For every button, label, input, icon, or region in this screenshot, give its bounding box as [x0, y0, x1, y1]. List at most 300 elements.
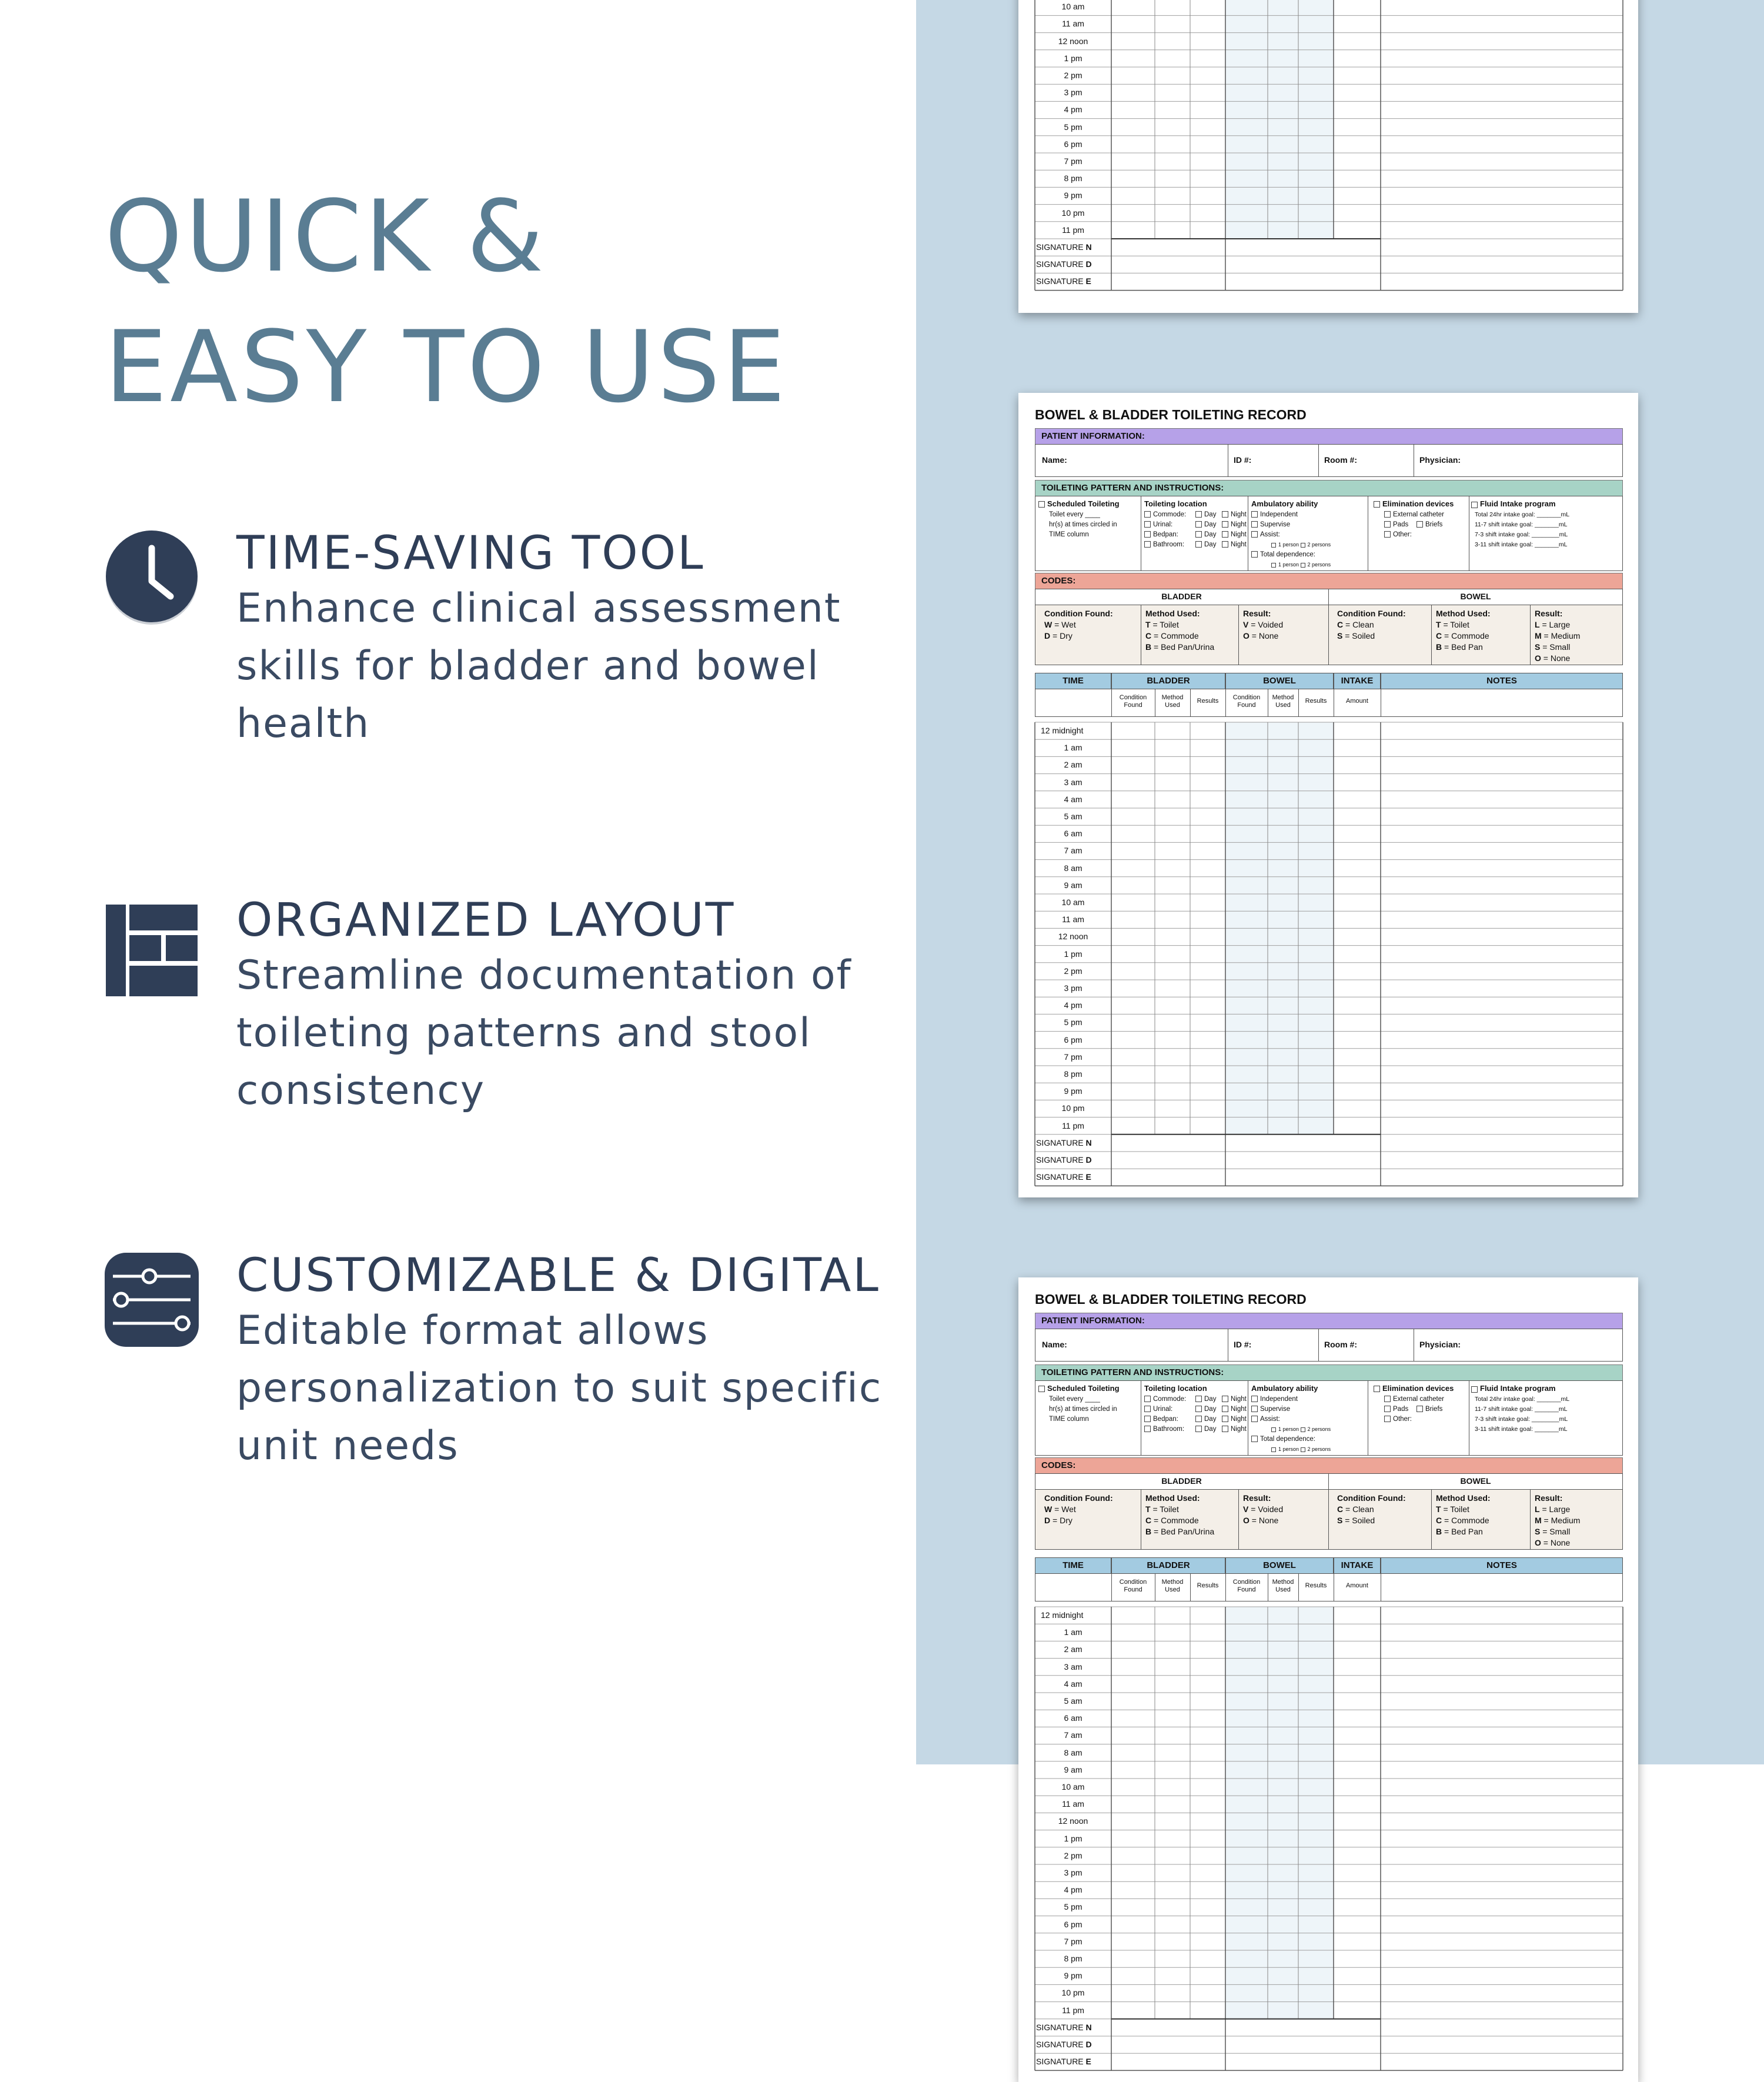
- headline-line-1: QUICK &: [105, 179, 547, 294]
- time-label: 6 am: [1064, 829, 1083, 839]
- time-label: 11 am: [1062, 915, 1084, 925]
- patient-field-label: Room #:: [1324, 1340, 1357, 1349]
- time-label: 12 midnight: [1041, 1610, 1084, 1620]
- code-meaning: = Toilet: [1150, 1504, 1179, 1514]
- code-meaning: = Clean: [1343, 1504, 1374, 1514]
- location-row: Bathroom:: [1153, 541, 1185, 548]
- pattern-band: TOILETING PATTERN AND INSTRUCTIONS:: [1035, 480, 1623, 496]
- code-key: D: [1044, 1516, 1051, 1525]
- signature-label: [1036, 2057, 1091, 2066]
- signature-shift: D: [1085, 1155, 1092, 1165]
- document-preview-panel: [916, 0, 1764, 2067]
- signature-text: SIGNATURE: [1036, 259, 1086, 269]
- feature-title-time-saving: TIME-SAVING TOOL: [236, 527, 705, 580]
- signature-shift: D: [1085, 259, 1092, 269]
- code-key: M: [1535, 631, 1542, 640]
- code-key: O: [1535, 1538, 1541, 1547]
- signature-label: [1036, 242, 1092, 252]
- code-title: Condition Found:: [1337, 609, 1406, 618]
- feature-title-customizable: CUSTOMIZABLE & DIGITAL: [236, 1249, 880, 1302]
- record-page-bottom: [1018, 1277, 1638, 2082]
- signature-text: SIGNATURE: [1036, 2022, 1086, 2032]
- code-meaning: = Clean: [1343, 620, 1374, 629]
- signature-shift: N: [1085, 242, 1092, 252]
- bladder-codes-label: BLADDER: [1161, 592, 1202, 601]
- sub-header: Results: [1197, 1582, 1219, 1589]
- fluid-item: Total 24hr intake goal: _______mL: [1475, 511, 1570, 518]
- time-label: 5 am: [1064, 812, 1083, 821]
- signature-label: [1036, 276, 1091, 286]
- scheduled-text: Toilet every ____: [1049, 1396, 1100, 1403]
- time-label: 8 pm: [1064, 1954, 1083, 1963]
- night-label: Night: [1231, 541, 1247, 548]
- bladder-codes-label: BLADDER: [1161, 1476, 1202, 1486]
- table-header-notes: NOTES: [1381, 673, 1623, 689]
- sub-header: Method Used: [1161, 1579, 1184, 1593]
- elimination-item: External catheter: [1393, 511, 1444, 518]
- code-key: V: [1243, 1504, 1249, 1514]
- patient-field-label: ID #:: [1234, 455, 1252, 465]
- patient-field-label: Physician:: [1419, 1340, 1461, 1349]
- codes-band: CODES:: [1035, 1457, 1623, 1474]
- signature-text: SIGNATURE: [1036, 2040, 1086, 2049]
- signature-text: SIGNATURE: [1036, 242, 1086, 252]
- feature-desc-time-saving: Enhance clinical assessment skills for bladder and bowel health: [236, 585, 841, 747]
- location-row: Commode:: [1153, 1396, 1187, 1403]
- record-page-full: [1018, 393, 1638, 1197]
- time-label: 7 am: [1064, 1730, 1083, 1740]
- code-key: C: [1337, 620, 1344, 629]
- patient-info-band: PATIENT INFORMATION:: [1035, 428, 1623, 445]
- sub-header: Condition Found: [1119, 1579, 1147, 1593]
- code-key: W: [1044, 1504, 1053, 1514]
- time-label: 8 am: [1064, 1747, 1083, 1757]
- day-label: Day: [1204, 1406, 1217, 1413]
- signature-label: [1036, 2023, 1092, 2032]
- patient-field-label: Name:: [1042, 455, 1067, 465]
- record-title: BOWEL & BLADDER TOILETING RECORD: [1035, 407, 1307, 422]
- time-label: 6 pm: [1064, 1035, 1083, 1045]
- time-label: 5 pm: [1064, 122, 1083, 132]
- time-label: 2 pm: [1064, 71, 1083, 80]
- scheduled-text: hr(s) at times circled in: [1049, 1406, 1117, 1413]
- code-meaning: = Dry: [1050, 631, 1073, 640]
- night-label: Night: [1231, 511, 1247, 518]
- fluid-title: Fluid Intake program: [1480, 499, 1556, 508]
- time-label: 11 pm: [1062, 1120, 1084, 1130]
- code-meaning: = Bed Pan: [1442, 1527, 1483, 1536]
- elimination-item: Other:: [1393, 1416, 1412, 1423]
- code-title: Method Used:: [1145, 609, 1200, 618]
- location-row: Bedpan:: [1153, 1416, 1178, 1423]
- two-person-label: 2 persons: [1307, 1426, 1331, 1432]
- code-key: B: [1436, 1527, 1442, 1536]
- time-label: 5 pm: [1064, 1017, 1083, 1027]
- signature-label: [1036, 1172, 1091, 1182]
- time-label: 9 am: [1064, 880, 1083, 890]
- location-row: Urinal:: [1153, 1406, 1173, 1413]
- fluid-item: 11-7 shift intake goal: _______mL: [1475, 521, 1568, 528]
- time-label: 2 pm: [1064, 1850, 1083, 1860]
- feature-desc-organized: Streamline documentation of toileting patterns and stool consistency: [236, 952, 852, 1114]
- day-label: Day: [1204, 541, 1217, 548]
- signature-shift: N: [1085, 2022, 1092, 2032]
- log-grid: [1018, 393, 1638, 1188]
- record-title: BOWEL & BLADDER TOILETING RECORD: [1035, 1292, 1307, 1307]
- time-label: 7 pm: [1064, 1936, 1083, 1946]
- code-key: C: [1145, 1516, 1152, 1525]
- code-title: Method Used:: [1145, 1493, 1200, 1503]
- elimination-item: Other:: [1393, 531, 1412, 538]
- code-key: B: [1145, 642, 1152, 652]
- day-label: Day: [1204, 1396, 1217, 1403]
- signature-text: SIGNATURE: [1036, 1155, 1086, 1165]
- time-label: 3 pm: [1064, 983, 1083, 993]
- code-meaning: = Voided: [1248, 620, 1284, 629]
- time-label: 2 pm: [1064, 966, 1083, 976]
- code-key: S: [1337, 631, 1343, 640]
- code-key: C: [1145, 631, 1152, 640]
- time-label: 10 am: [1061, 2, 1085, 12]
- feature-desc-customizable: Editable format allows personalization to suit specific unit needs: [236, 1307, 883, 1469]
- time-label: 3 pm: [1064, 1868, 1083, 1877]
- signature-label: [1036, 1138, 1092, 1147]
- record-page-partial: [1018, 0, 1638, 313]
- two-person-label: 2 persons: [1307, 542, 1331, 548]
- codes-band: CODES:: [1035, 573, 1623, 589]
- elimination-item: Briefs: [1425, 1406, 1443, 1413]
- patient-field-label: Name:: [1042, 1340, 1067, 1349]
- time-label: 10 am: [1061, 897, 1085, 907]
- code-meaning: = None: [1249, 631, 1279, 640]
- code-key: S: [1337, 1516, 1343, 1525]
- time-label: 6 pm: [1064, 139, 1083, 149]
- code-key: T: [1145, 620, 1151, 629]
- code-key: S: [1535, 642, 1541, 652]
- code-meaning: = Medium: [1541, 631, 1581, 640]
- code-key: M: [1535, 1516, 1542, 1525]
- time-label: 3 am: [1064, 1661, 1083, 1671]
- table-header-bowel: BOWEL: [1225, 1557, 1334, 1574]
- code-meaning: = Wet: [1052, 1504, 1076, 1514]
- code-meaning: = Toilet: [1150, 620, 1179, 629]
- fluid-title: Fluid Intake program: [1480, 1384, 1556, 1393]
- code-meaning: = Bed Pan: [1442, 642, 1483, 652]
- code-title: Condition Found:: [1337, 1493, 1406, 1503]
- ambulatory-item: Assist:: [1260, 1416, 1280, 1423]
- time-label: 7 am: [1064, 846, 1083, 856]
- sub-header: Method Used: [1272, 694, 1294, 709]
- sub-header: Condition Found: [1119, 694, 1147, 709]
- code-meaning: = None: [1541, 653, 1571, 663]
- sliders-icon: [105, 1253, 199, 1347]
- time-label: 8 am: [1064, 863, 1083, 873]
- pattern-band: TOILETING PATTERN AND INSTRUCTIONS:: [1035, 1364, 1623, 1381]
- sub-header: Method Used: [1161, 694, 1184, 709]
- code-title: Result:: [1243, 609, 1271, 618]
- table-header-time: TIME: [1035, 1557, 1111, 1574]
- one-person-label: 1 person: [1278, 1446, 1299, 1452]
- code-title: Condition Found:: [1044, 609, 1113, 618]
- time-label: 5 pm: [1064, 1902, 1083, 1912]
- signature-text: SIGNATURE: [1036, 1172, 1086, 1182]
- time-label: 3 pm: [1064, 88, 1083, 98]
- feature-title-organized: ORGANIZED LAYOUT: [236, 894, 736, 947]
- signature-shift: E: [1085, 2057, 1091, 2067]
- signature-text: SIGNATURE: [1036, 276, 1086, 286]
- code-meaning: = Voided: [1248, 1504, 1284, 1514]
- code-key: W: [1044, 620, 1053, 629]
- night-label: Night: [1231, 1406, 1247, 1413]
- code-meaning: = Small: [1540, 1527, 1571, 1536]
- two-person-label: 2 persons: [1307, 1446, 1331, 1452]
- code-meaning: = Commode: [1151, 1516, 1199, 1525]
- time-label: 11 pm: [1062, 225, 1084, 235]
- table-header-intake: INTAKE: [1334, 1557, 1381, 1574]
- elimination-title: Elimination devices: [1382, 499, 1454, 508]
- headline-line-2: EASY TO USE: [105, 309, 789, 425]
- time-label: 1 pm: [1064, 53, 1083, 63]
- time-label: 7 pm: [1064, 1052, 1083, 1062]
- code-key: T: [1436, 620, 1441, 629]
- code-key: T: [1145, 1504, 1151, 1514]
- night-label: Night: [1231, 531, 1247, 538]
- ambulatory-item: Independent: [1260, 511, 1298, 518]
- feature-panel: [0, 0, 916, 1764]
- day-label: Day: [1204, 521, 1217, 528]
- ambulatory-title: Ambulatory ability: [1251, 499, 1318, 508]
- code-key: V: [1243, 620, 1249, 629]
- elimination-item: Pads: [1393, 1406, 1409, 1413]
- location-title: Toileting location: [1144, 499, 1207, 508]
- code-title: Method Used:: [1436, 1493, 1491, 1503]
- one-person-label: 1 person: [1278, 542, 1299, 548]
- time-label: 12 midnight: [1041, 726, 1084, 735]
- time-label: 12 noon: [1058, 932, 1088, 942]
- code-meaning: = Dry: [1050, 1516, 1073, 1525]
- sub-header: Condition Found: [1232, 694, 1261, 709]
- time-label: 1 pm: [1064, 949, 1083, 959]
- time-label: 10 pm: [1061, 1988, 1085, 1998]
- code-key: B: [1145, 1527, 1152, 1536]
- scheduled-text: TIME column: [1049, 1416, 1089, 1423]
- patient-field-label: Room #:: [1324, 455, 1357, 465]
- elimination-item: Pads: [1393, 521, 1409, 528]
- code-meaning: = Medium: [1541, 1516, 1581, 1525]
- fluid-item: 7-3 shift intake goal: ________mL: [1475, 531, 1568, 538]
- location-row: Commode:: [1153, 511, 1187, 518]
- sub-header: Results: [1305, 698, 1327, 705]
- time-label: 7 pm: [1064, 156, 1083, 166]
- code-title: Condition Found:: [1044, 1493, 1113, 1503]
- time-label: 2 am: [1064, 1644, 1083, 1654]
- code-key: L: [1535, 620, 1540, 629]
- time-label: 4 am: [1064, 1679, 1083, 1689]
- night-label: Night: [1231, 1396, 1247, 1403]
- code-meaning: = Toilet: [1441, 620, 1469, 629]
- time-label: 4 pm: [1064, 1000, 1083, 1010]
- bowel-codes-label: BOWEL: [1460, 1476, 1491, 1486]
- time-label: 8 pm: [1064, 1069, 1083, 1079]
- sub-header: Amount: [1346, 698, 1368, 705]
- code-title: Method Used:: [1436, 609, 1491, 618]
- code-meaning: = Bed Pan/Urina: [1151, 1527, 1215, 1536]
- signature-shift: E: [1085, 1172, 1091, 1182]
- code-meaning: = None: [1249, 1516, 1279, 1525]
- time-label: 6 pm: [1064, 1919, 1083, 1929]
- fluid-item: 11-7 shift intake goal: _______mL: [1475, 1406, 1568, 1413]
- code-title: Result:: [1535, 609, 1563, 618]
- code-meaning: = Commode: [1151, 631, 1199, 640]
- code-meaning: = Small: [1540, 642, 1571, 652]
- patient-info-band: PATIENT INFORMATION:: [1035, 1313, 1623, 1329]
- time-label: 9 pm: [1064, 1086, 1083, 1096]
- time-label: 4 pm: [1064, 105, 1083, 115]
- signature-label: [1036, 2040, 1092, 2049]
- day-label: Day: [1204, 1416, 1217, 1423]
- time-label: 12 noon: [1058, 36, 1088, 46]
- scheduled-text: hr(s) at times circled in: [1049, 521, 1117, 528]
- ambulatory-item: Independent: [1260, 1396, 1298, 1403]
- code-key: O: [1243, 631, 1250, 640]
- ambulatory-item: Total dependence:: [1260, 1436, 1315, 1443]
- time-label: 2 am: [1064, 760, 1083, 770]
- code-key: C: [1337, 1504, 1344, 1514]
- signature-label: [1036, 259, 1092, 269]
- night-label: Night: [1231, 521, 1247, 528]
- scheduled-title: Scheduled Toileting: [1047, 499, 1120, 508]
- day-label: Day: [1204, 511, 1217, 518]
- time-label: 6 am: [1064, 1713, 1083, 1723]
- time-label: 11 pm: [1062, 2005, 1084, 2015]
- ambulatory-item: Assist:: [1260, 531, 1280, 538]
- elimination-item: External catheter: [1393, 1396, 1444, 1403]
- day-label: Day: [1204, 531, 1217, 538]
- time-label: 9 am: [1064, 1764, 1083, 1774]
- bowel-column-shade: [1225, 0, 1334, 239]
- code-key: O: [1535, 653, 1541, 663]
- code-title: Result:: [1243, 1493, 1271, 1503]
- code-key: S: [1535, 1527, 1541, 1536]
- sub-header: Method Used: [1272, 1579, 1294, 1593]
- code-meaning: = Commode: [1442, 1516, 1489, 1525]
- one-person-label: 1 person: [1278, 1426, 1299, 1432]
- time-label: 10 am: [1061, 1782, 1085, 1791]
- time-label: 10 pm: [1061, 208, 1085, 218]
- code-key: L: [1535, 1504, 1540, 1514]
- time-label: 9 pm: [1064, 1971, 1083, 1981]
- code-meaning: = Large: [1539, 620, 1571, 629]
- elimination-item: Briefs: [1425, 521, 1443, 528]
- signature-shift: D: [1085, 2040, 1092, 2049]
- day-label: Day: [1204, 1426, 1217, 1433]
- scheduled-text: TIME column: [1049, 531, 1089, 538]
- patient-field-label: Physician:: [1419, 455, 1461, 465]
- code-meaning: = Wet: [1052, 620, 1076, 629]
- scheduled-title: Scheduled Toileting: [1047, 1384, 1120, 1393]
- ambulatory-item: Total dependence:: [1260, 551, 1315, 558]
- fluid-item: Total 24hr intake goal: _______mL: [1475, 1396, 1570, 1403]
- night-label: Night: [1231, 1416, 1247, 1423]
- time-label: 12 noon: [1058, 1816, 1088, 1826]
- fluid-item: 7-3 shift intake goal: ________mL: [1475, 1416, 1568, 1423]
- code-key: T: [1436, 1504, 1441, 1514]
- table-header-bladder: BLADDER: [1111, 673, 1225, 689]
- code-key: B: [1436, 642, 1442, 652]
- signature-text: SIGNATURE: [1036, 1137, 1086, 1147]
- elimination-title: Elimination devices: [1382, 1384, 1454, 1393]
- location-row: Bathroom:: [1153, 1426, 1185, 1433]
- fluid-item: 3-11 shift intake goal: _______mL: [1475, 541, 1568, 548]
- ambulatory-item: Supervise: [1260, 1406, 1291, 1413]
- time-label: 11 am: [1062, 1799, 1084, 1809]
- location-row: Bedpan:: [1153, 531, 1178, 538]
- code-meaning: = Soiled: [1342, 631, 1375, 640]
- fluid-item: 3-11 shift intake goal: _______mL: [1475, 1426, 1568, 1433]
- code-key: O: [1243, 1516, 1250, 1525]
- sub-header: Condition Found: [1232, 1579, 1261, 1593]
- time-label: 8 pm: [1064, 174, 1083, 183]
- time-label: 1 am: [1064, 1627, 1083, 1637]
- location-title: Toileting location: [1144, 1384, 1207, 1393]
- time-label: 4 pm: [1064, 1885, 1083, 1895]
- sub-header: Amount: [1346, 1582, 1368, 1589]
- bowel-codes-label: BOWEL: [1460, 592, 1491, 601]
- night-label: Night: [1231, 1426, 1247, 1433]
- code-meaning: = Commode: [1442, 631, 1489, 640]
- one-person-label: 1 person: [1278, 562, 1299, 568]
- sub-header: Results: [1197, 698, 1219, 705]
- layout-grid-icon: [105, 902, 199, 996]
- code-key: D: [1044, 631, 1051, 640]
- time-label: 9 pm: [1064, 191, 1083, 201]
- time-label: 5 am: [1064, 1696, 1083, 1706]
- signature-shift: E: [1085, 276, 1091, 286]
- code-meaning: = Soiled: [1342, 1516, 1375, 1525]
- signature-label: [1036, 1155, 1092, 1165]
- table-header-bladder: BLADDER: [1111, 1557, 1225, 1574]
- sub-header: Results: [1305, 1582, 1327, 1589]
- patient-field-label: ID #:: [1234, 1340, 1252, 1349]
- table-header-time: TIME: [1035, 673, 1111, 689]
- location-row: Urinal:: [1153, 521, 1173, 528]
- time-label: 4 am: [1064, 794, 1083, 804]
- code-meaning: = Large: [1539, 1504, 1571, 1514]
- code-meaning: = None: [1541, 1538, 1571, 1547]
- clock-icon: [105, 530, 199, 625]
- code-meaning: = Bed Pan/Urina: [1151, 642, 1215, 652]
- code-key: C: [1436, 1516, 1442, 1525]
- time-label: 10 pm: [1061, 1103, 1085, 1113]
- code-key: C: [1436, 631, 1442, 640]
- table-header-intake: INTAKE: [1334, 673, 1381, 689]
- code-title: Result:: [1535, 1493, 1563, 1503]
- time-label: 3 am: [1064, 777, 1083, 787]
- table-header-notes: NOTES: [1381, 1557, 1623, 1574]
- time-label: 1 pm: [1064, 1833, 1083, 1843]
- ambulatory-title: Ambulatory ability: [1251, 1384, 1318, 1393]
- scheduled-text: Toilet every ____: [1049, 511, 1100, 518]
- code-meaning: = Toilet: [1441, 1504, 1469, 1514]
- time-label: 1 am: [1064, 743, 1083, 753]
- log-grid: [1018, 0, 1638, 293]
- time-label: 11 am: [1062, 19, 1084, 29]
- two-person-label: 2 persons: [1307, 562, 1331, 568]
- signature-text: SIGNATURE: [1036, 2057, 1086, 2067]
- ambulatory-item: Supervise: [1260, 521, 1291, 528]
- signature-shift: N: [1085, 1137, 1092, 1147]
- log-grid: [1018, 1277, 1638, 2073]
